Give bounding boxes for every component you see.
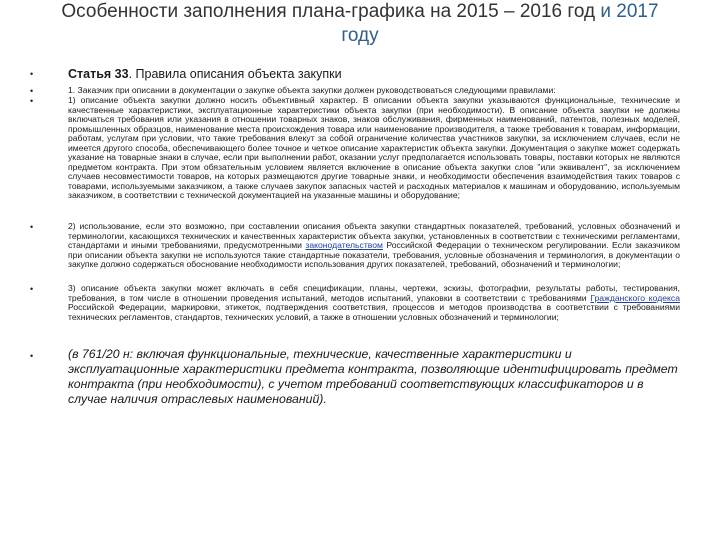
article-name: . Правила описания объекта закупки <box>128 67 342 81</box>
civil-code-link[interactable]: Гражданского кодекса <box>590 292 680 303</box>
paragraph-5-note: (в 761/20 н: включая функциональные, технические, качественные характеристики и эксплуатационные характеристики предмета контракта, позволяющие идентифицировать предмет контракта (при необходимости), с учетом требований соответствующих классификаторов и в случае наличия отраслевых наименований). <box>68 347 678 406</box>
paragraph-4-text-b: Российской Федерации, маркировки, этикеток, подтверждения соответствия, процессов и методов производства в соответствии с требованиями технических регламентов, стандартов, технических условий, а также в отношении условных обозначений и терминологии; <box>68 302 680 322</box>
bullet-icon: • <box>30 351 34 361</box>
bullet-icon: • <box>30 96 34 106</box>
bullet-icon: • <box>30 222 34 232</box>
title-accent: и 2017 <box>600 1 659 22</box>
paragraph-4-text-a: 3) описание объекта закупки может включать в себя спецификации, планы, чертежи, эскизы, фотографии, результаты работы, тестирования, требования, в том числе в отношении проведения испытаний, методов испытаний, упаковки в соответствии с требованиями <box>68 283 680 303</box>
bullet-icon: • <box>30 86 34 96</box>
title-line2: году <box>341 25 379 46</box>
paragraph-3-text-b: Российской Федерации о техническом регулировании. Если заказчиком при описании объекта закупки не используются такие стандартные показатели, требования, условные обозначения и терминология, в документации о закупке должно содержаться обоснование необходимости использования других показателей, требований, обозначений и терминологии; <box>68 240 680 269</box>
article-number: Статья 33 <box>68 67 129 81</box>
legislation-link[interactable]: законодательством <box>305 240 383 250</box>
paragraph-4 <box>68 284 680 322</box>
bullet-icon: • <box>30 69 34 79</box>
paragraph-3-text-a: 2) использование, если это возможно, при составлении описания объекта закупки стандартных показателей, требований, условных обозначений и терминологии, касающихся технических и качественных характеристик объекта закупки, установленных в соответствии с техническими регламентами, стандартами и иными требованиями, предусмотренными <box>68 221 680 250</box>
paragraph-3 <box>68 222 680 270</box>
title-main: Особенности заполнения плана-графика на 2015 – 2016 год <box>61 1 601 22</box>
article-heading <box>68 67 680 81</box>
bullet-icon: • <box>30 284 34 294</box>
paragraph-2: 1) описание объекта закупки должно носить объективный характер. В описании объекта закупки указываются функциональные, технические и качественные характеристики, эксплуатационные характеристики объекта закупки (при необходимости). В описание объекта закупки не должны включаться требования или указания в отношении товарных знаков, знаков обслуживания, фирменных наименований, патентов, полезных моделей, промышленных образцов, наименование места происхождения товара или наименование производителя, а также требования к товарам, информации, работам, услугам при условии, что такие требования влекут за собой ограничение количества участников закупки, за исключением случаев, если не имеется другого способа, обеспечивающего более точное и четкое описание характеристик объекта закупки. Документация о закупке может содержать указание на товарные знаки в случае, если при выполнении работ, оказании услуг предполагается использовать товары, поставки которых не являются предметом контракта. При этом обязательным условием является включение в описание объекта закупки слов "или эквивалент", за исключением случаев несовместимости товаров, на которых размещаются другие товарные знаки, и необходимости обеспечения взаимодействия таких товаров с товарами, используемыми заказчиком, а также случаев закупок запасных частей и расходных материалов к машинам и оборудованию, используемым заказчиком, в соответствии с технической документацией на указанные машины и оборудование; <box>68 95 680 200</box>
page-title <box>20 0 700 48</box>
paragraph-1: 1. Заказчик при описании в документации о закупке объекта закупки должен руководствоваться следующими правилами: <box>68 85 556 95</box>
